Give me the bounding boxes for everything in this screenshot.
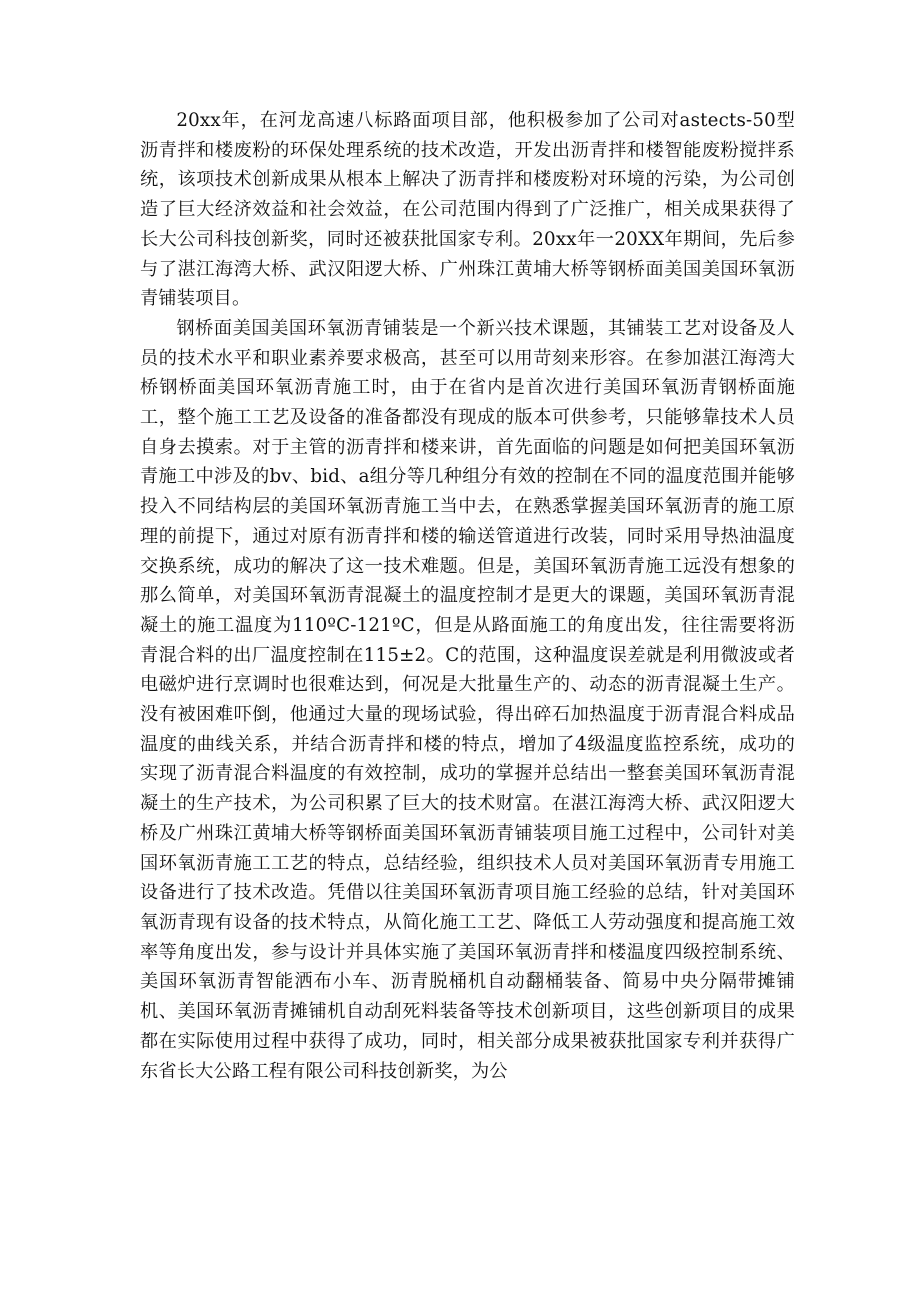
- paragraph-2: 钢桥面美国美国环氧沥青铺装是一个新兴技术课题，其铺装工艺对设备及人员的技术水平和职业素养要求极高，甚至可以用苛刻来形容。在参加湛江海湾大桥钢桥面美国环氧沥青施工时，由于在省内是首次进行美国环氧沥青钢桥面施工，整个施工工艺及设备的准备都没有现成的版本可供参考，只能够靠技术人员自身去摸索。对于主管的沥青拌和楼来讲，首先面临的问题是如何把美国环氧沥青施工中涉及的bv、bid、a组分等几种组分有效的控制在不同的温度范围并能够投入不同结构层的美国环氧沥青施工当中去，在熟悉掌握美国环氧沥青的施工原理的前提下，通过对原有沥青拌和楼的输送管道进行改装，同时采用导热油温度交换系统，成功的解决了这一技术难题。但是，美国环氧沥青施工远没有想象的那么简单，对美国环氧沥青混凝土的温度控制才是更大的课题，美国环氧沥青混凝土的施工温度为110ºC-121ºC，但是从路面施工的角度出发，往往需要将沥青混合料的出厂温度控制在115±2。C的范围，这种温度误差就是利用微波或者电磁炉进行烹调时也很难达到，何况是大批量生产的、动态的沥青混凝土生产。没有被困难吓倒，他通过大量的现场试验，得出碎石加热温度于沥青混合料成品温度的曲线关系，并结合沥青拌和楼的特点，增加了4级温度监控系统，成功的实现了沥青混合料温度的有效控制，成功的掌握并总结出一整套美国环氧沥青混凝土的生产技术，为公司积累了巨大的技术财富。在湛江海湾大桥、武汉阳逻大桥及广州珠江黄埔大桥等钢桥面美国环氧沥青铺装项目施工过程中，公司针对美国环氧沥青施工工艺的特点，总结经验，组织技术人员对美国环氧沥青专用施工设备进行了技术改造。凭借以往美国环氧沥青项目施工经验的总结，针对美国环氧沥青现有设备的技术特点，从简化施工工艺、降低工人劳动强度和提高施工效率等角度出发，参与设计并具体实施了美国环氧沥青拌和楼温度四级控制系统、美国环氧沥青智能洒布小车、沥青脱桶机自动翻桶装备、简易中央分隔带摊铺机、美国环氧沥青摊铺机自动刮死料装备等技术创新项目，这些创新项目的成果都在实际使用过程中获得了成功，同时，相关部分成果被获批国家专利并获得广东省长大公路工程有限公司科技创新奖，为公: [140, 317, 795, 1082]
- document-body: [140, 106, 795, 1086]
- paragraph-1: 20xx年，在河龙高速八标路面项目部，他积极参加了公司对astects-50型沥青拌和楼废粉的环保处理系统的技术改造，开发出沥青拌和楼智能废粉搅拌系统，该项技术创新成果从根本上解决了沥青拌和楼废粉对环境的污染，为公司创造了巨大经济效益和社会效益，在公司范围内得到了广泛推广，相关成果获得了长大公司科技创新奖，同时还被获批国家专利。20xx年一20XX年期间，先后参与了湛江海湾大桥、武汉阳逻大桥、广州珠江黄埔大桥等钢桥面美国美国环氧沥青铺装项目。: [140, 110, 795, 310]
